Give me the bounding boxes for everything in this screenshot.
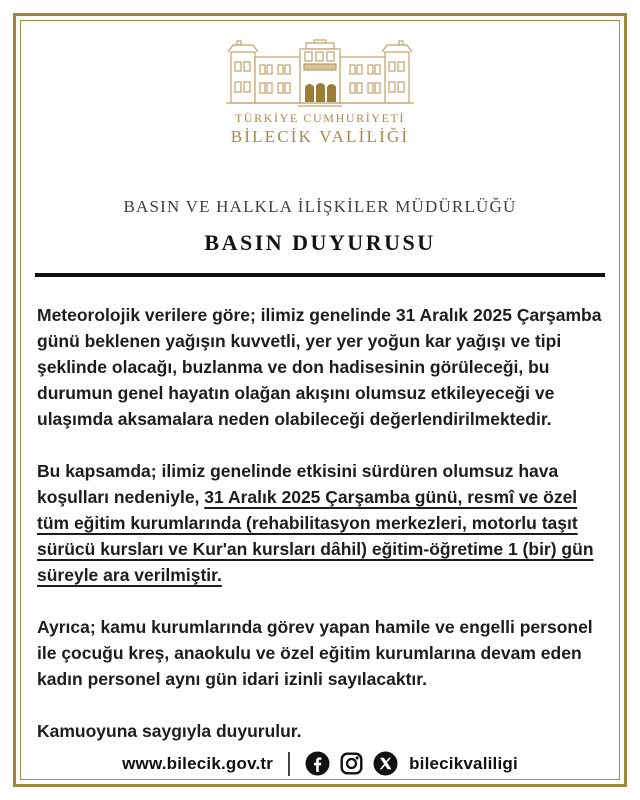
announcement-body xyxy=(37,302,603,744)
department-heading: BASIN VE HALKLA İLİŞKİLER MÜDÜRLÜĞÜ xyxy=(123,197,517,216)
paragraph-admin-leave: Ayrıca; kamu kurumlarında görev yapan hamile ve engelli personel ile çocuğu kreş, anaokulu ve özel eğitim kurumlarına devam eden kadın personel aynı gün idari izinli sayılacaktır. xyxy=(37,617,593,689)
logo-country-label: TÜRKİYE CUMHURİYETİ xyxy=(234,111,406,125)
paragraph-closing: Kamuoyuna saygıyla duyurulur. xyxy=(37,721,302,741)
footer-divider xyxy=(288,752,290,776)
paragraph-school-closure-decision: 31 Aralık 2025 Çarşamba günü, resmî ve özel tüm eğitim kurumlarında (rehabilitasyon merkezleri, motorlu taşıt sürücü kursları ve Kur'an kursları dâhil) eğitim-öğretime 1 (bir) gün süreyle ara verilmiştir. xyxy=(37,487,594,585)
logo-governorship-label: BİLECİK VALİLİĞİ xyxy=(230,127,410,146)
paragraph-school-closure-lead: Bu kapsamda; ilimiz genelinde etkisini sürdüren olumsuz hava koşulları nedeniyle, xyxy=(37,461,559,507)
website-link[interactable]: www.bilecik.gov.tr xyxy=(122,753,274,773)
page-title: BASIN DUYURUSU xyxy=(204,230,436,255)
facebook-icon[interactable] xyxy=(305,751,330,776)
announcement-page xyxy=(22,22,618,778)
instagram-icon[interactable] xyxy=(339,751,364,776)
social-handle[interactable]: bilecikvaliligi xyxy=(409,753,518,773)
government-building-icon xyxy=(218,39,422,109)
paragraph-school-closure xyxy=(37,458,603,588)
governorship-logo xyxy=(22,39,618,147)
x-icon[interactable] xyxy=(373,751,398,776)
paragraph-weather-assessment: Meteorolojik verilere göre; ilimiz genelinde 31 Aralık 2025 Çarşamba günü beklenen yağışın kuvvetli, yer yer yoğun kar yağışı ve tipi şeklinde olacağı, buzlanma ve don hadisesinin görüleceği, bu durumun genel hayatın olağan akışını olumsuz etkileyeceği ve ulaşımda aksamalara neden olabileceği değerlendirilmektedir. xyxy=(37,305,602,429)
title-divider-rule xyxy=(35,273,605,277)
footer-bar xyxy=(0,751,640,776)
